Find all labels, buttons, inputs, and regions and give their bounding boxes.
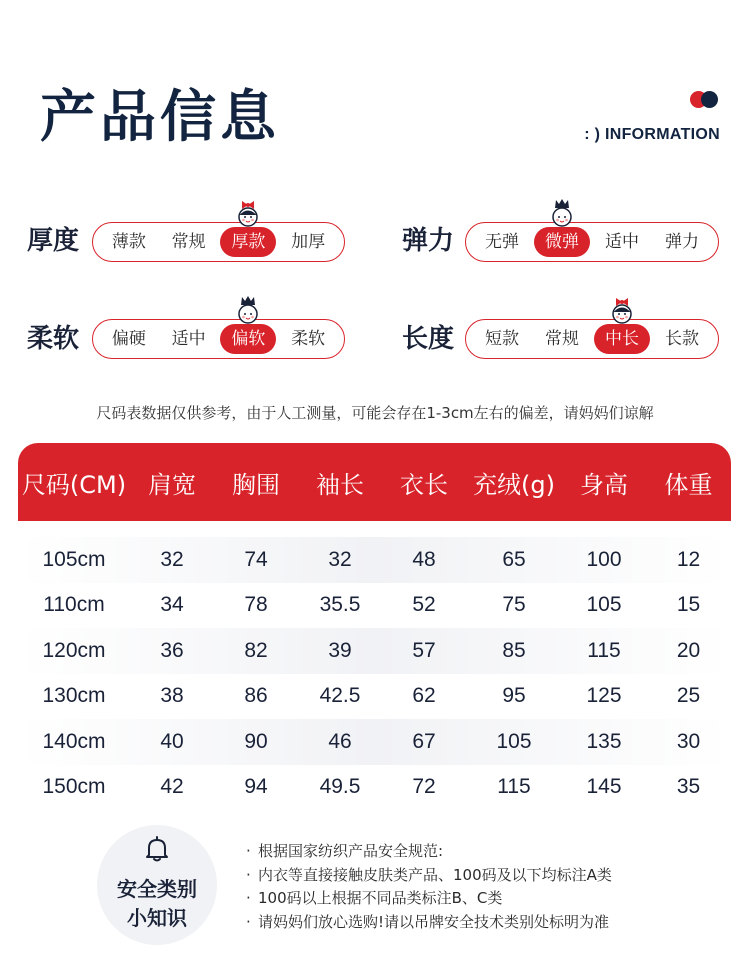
table-cell: 115 xyxy=(587,638,621,662)
list-item: · 根据国家纺织产品安全规范: xyxy=(246,842,444,860)
table-cell: 30 xyxy=(676,729,701,753)
option-thickness-3[interactable]: 加厚 xyxy=(291,232,326,252)
option-elasticity-label: 微弹 xyxy=(545,232,579,252)
header-shoulder: 肩宽 xyxy=(148,470,196,499)
attr-label-thickness: 厚度 xyxy=(27,226,80,256)
elasticity-selector xyxy=(465,222,719,262)
table-cell: 46 xyxy=(328,729,352,753)
table-cell: 34 xyxy=(160,593,184,617)
option-softness-selected[interactable] xyxy=(220,324,276,354)
size-table-body xyxy=(18,537,731,810)
header-sleeve: 袖长 xyxy=(316,470,364,499)
table-cell: 130cm xyxy=(42,684,106,708)
table-cell: 67 xyxy=(412,729,436,753)
girl-bow-icon xyxy=(607,293,637,325)
header-length: 衣长 xyxy=(400,470,448,499)
table-row xyxy=(18,674,731,720)
brand-dots-icon xyxy=(690,91,722,109)
boy-crown-icon xyxy=(233,293,263,325)
table-cell: 12 xyxy=(676,547,701,571)
boy-crown-icon xyxy=(547,196,577,228)
table-cell: 94 xyxy=(244,775,268,799)
table-cell: 100 xyxy=(586,547,622,571)
table-cell: 125 xyxy=(586,684,622,708)
thickness-selector xyxy=(92,222,345,262)
page-title: 产品信息 xyxy=(40,85,280,150)
option-thickness-label: 厚款 xyxy=(231,232,266,252)
table-cell: 57 xyxy=(412,638,436,662)
table-cell: 40 xyxy=(160,729,184,753)
tip-text: 内衣等直接接触皮肤类产品、100码及以下均标注A类 xyxy=(258,865,612,884)
option-thickness-0[interactable]: 薄款 xyxy=(111,232,146,252)
option-elasticity-selected[interactable] xyxy=(534,227,590,257)
option-elasticity-3[interactable]: 弹力 xyxy=(665,232,699,252)
page-subtitle: : ) INFORMATION xyxy=(584,126,720,143)
option-softness-label: 偏软 xyxy=(231,329,266,349)
option-length-selected[interactable] xyxy=(594,324,650,354)
tip-text: 根据国家纺织产品安全规范: xyxy=(258,842,444,860)
table-cell: 39 xyxy=(328,638,352,662)
option-length-3[interactable]: 长款 xyxy=(665,329,699,349)
table-cell: 105 xyxy=(496,729,532,753)
table-row xyxy=(18,719,731,765)
table-cell: 105 xyxy=(586,593,622,617)
measurement-note: 尺码表数据仅供参考，由于人工测量，可能会存在1-3cm左右的偏差，请妈妈们谅解 xyxy=(96,404,654,422)
table-cell: 15 xyxy=(676,593,701,617)
navy-dot xyxy=(701,91,718,108)
table-row xyxy=(18,583,731,629)
softness-selector xyxy=(92,319,345,359)
table-cell: 42.5 xyxy=(319,684,361,708)
table-cell: 42 xyxy=(160,775,184,799)
option-softness-1[interactable]: 适中 xyxy=(171,329,206,349)
attr-label-elasticity: 弹力 xyxy=(402,226,455,256)
table-cell: 65 xyxy=(502,547,526,571)
table-cell: 110cm xyxy=(43,593,105,617)
table-cell: 32 xyxy=(328,547,352,571)
table-cell: 82 xyxy=(244,638,268,662)
table-cell: 145 xyxy=(586,775,622,799)
table-cell: 52 xyxy=(412,593,436,617)
header-chest: 胸围 xyxy=(232,470,280,499)
girl-bow-icon xyxy=(233,196,263,228)
tip-text: 请妈妈们放心选购!请以吊牌安全技术类别处标明为准 xyxy=(258,912,610,931)
table-cell: 49.5 xyxy=(319,775,361,799)
attr-label-length: 长度 xyxy=(402,324,455,354)
table-cell: 62 xyxy=(412,684,436,708)
table-cell: 115 xyxy=(497,775,531,799)
list-item: · 请妈妈们放心选购!请以吊牌安全技术类别处标明为准 xyxy=(246,912,610,931)
table-cell: 36 xyxy=(160,638,184,662)
tip-text: 100码以上根据不同品类标注B、C类 xyxy=(258,889,503,907)
table-cell: 75 xyxy=(502,593,526,617)
table-cell: 48 xyxy=(412,547,436,571)
table-cell: 74 xyxy=(244,547,268,571)
option-softness-3[interactable]: 柔软 xyxy=(291,329,326,349)
table-cell: 85 xyxy=(502,638,526,662)
table-cell: 120cm xyxy=(42,638,106,662)
table-cell: 35.5 xyxy=(319,593,361,617)
table-cell: 38 xyxy=(160,684,184,708)
option-elasticity-0[interactable]: 无弹 xyxy=(485,232,519,252)
bell-icon xyxy=(144,835,170,863)
header-height: 身高 xyxy=(580,470,628,499)
table-cell: 78 xyxy=(244,593,268,617)
table-cell: 90 xyxy=(244,729,268,753)
option-thickness-selected[interactable] xyxy=(220,227,276,257)
header-down-fill: 充绒(g) xyxy=(473,470,555,499)
list-item: · 100码以上根据不同品类标注B、C类 xyxy=(246,889,503,907)
table-cell: 20 xyxy=(676,638,701,662)
size-table-header xyxy=(18,443,731,521)
table-cell: 150cm xyxy=(42,775,106,799)
table-cell: 140cm xyxy=(42,729,106,753)
option-length-1[interactable]: 常规 xyxy=(545,329,579,349)
option-thickness-1[interactable]: 常规 xyxy=(171,232,206,252)
badge-title-line2: 小知识 xyxy=(127,906,187,930)
safety-badge xyxy=(97,825,217,945)
length-selector xyxy=(465,319,719,359)
option-length-label: 中长 xyxy=(605,329,639,349)
table-cell: 95 xyxy=(502,684,526,708)
table-cell: 105cm xyxy=(42,547,106,571)
table-row xyxy=(18,628,731,674)
attr-label-softness: 柔软 xyxy=(27,324,80,354)
table-row xyxy=(18,765,731,811)
list-item: · 内衣等直接接触皮肤类产品、100码及以下均标注A类 xyxy=(246,865,612,884)
table-cell: 35 xyxy=(676,775,701,799)
badge-title-line1: 安全类别 xyxy=(117,877,197,901)
header-weight: 体重 xyxy=(664,470,713,499)
table-cell: 25 xyxy=(676,684,701,708)
table-row xyxy=(18,537,731,583)
table-cell: 72 xyxy=(412,775,436,799)
table-cell: 135 xyxy=(586,729,622,753)
table-cell: 86 xyxy=(244,684,268,708)
option-elasticity-2[interactable]: 适中 xyxy=(605,232,639,252)
safety-tips xyxy=(246,840,612,934)
header-size: 尺码(CM) xyxy=(21,470,127,499)
table-cell: 32 xyxy=(160,547,184,571)
option-length-0[interactable]: 短款 xyxy=(485,329,519,349)
option-softness-0[interactable]: 偏硬 xyxy=(111,329,146,349)
